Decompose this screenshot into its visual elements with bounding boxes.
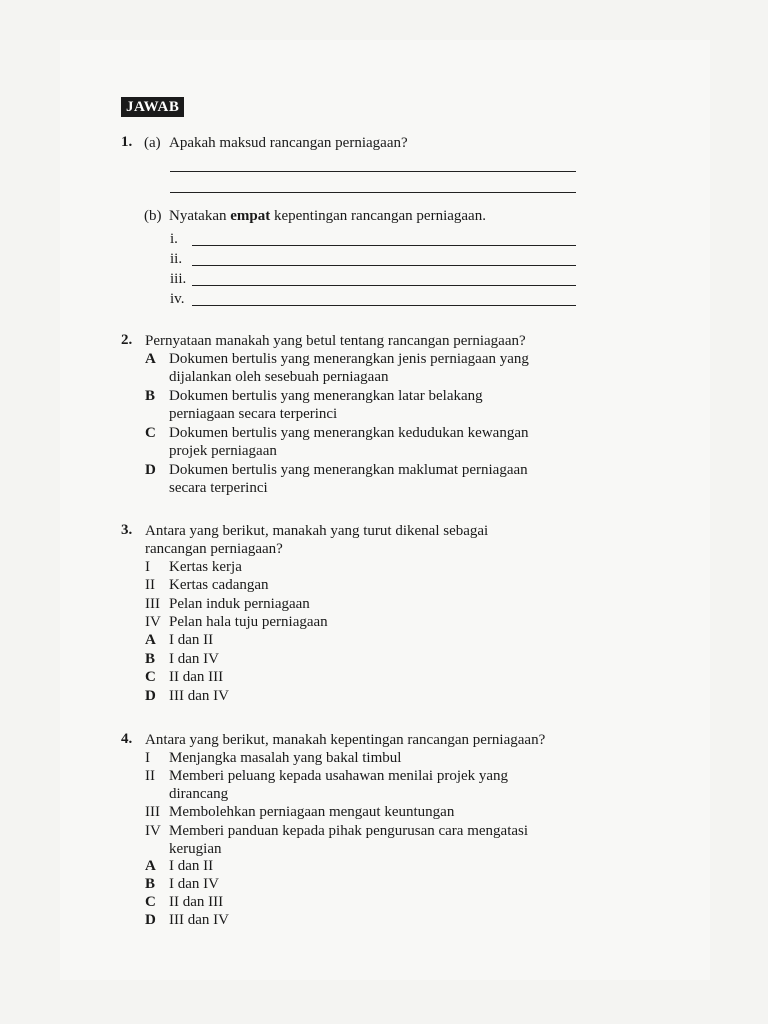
q1b-item-1-label: i.	[170, 231, 178, 247]
q2-option-c[interactable]: C Dokumen bertulis yang menerangkan kedudukan kewangan	[145, 425, 529, 441]
q2-option-c-line2: projek perniagaan	[169, 443, 277, 459]
q1b-item-3-label: iii.	[170, 271, 187, 287]
q3-text-line1: Antara yang berikut, manakah yang turut dikenal sebagai	[145, 523, 489, 539]
q3-statement-1: I Kertas kerja	[145, 559, 242, 575]
q3-statement-2: II Kertas cadangan	[145, 577, 269, 593]
q4-statement-3: III Membolehkan perniagaan mengaut keuntungan	[145, 804, 455, 820]
q3-number: 3.	[121, 522, 133, 538]
q2-option-b[interactable]: B Dokumen bertulis yang menerangkan latar belakang	[145, 388, 483, 404]
q4-statement-2-line2: dirancang	[169, 786, 229, 802]
q2-option-a[interactable]: A Dokumen bertulis yang menerangkan jenis perniagaan yang	[145, 351, 529, 367]
q1a-answer-line-2[interactable]	[170, 192, 576, 193]
q1a-text: Apakah maksud rancangan perniagaan?	[169, 135, 408, 151]
q4-number: 4.	[121, 731, 133, 747]
q3-statement-4: IV Pelan hala tuju perniagaan	[145, 614, 328, 630]
q1b-text: Nyatakan empat kepentingan rancangan perniagaan.	[169, 208, 486, 224]
q2-option-d[interactable]: D Dokumen bertulis yang menerangkan maklumat perniagaan	[145, 462, 528, 478]
q4-text: Antara yang berikut, manakah kepentingan rancangan perniagaan?	[145, 732, 546, 748]
q3-option-a[interactable]: A I dan II	[145, 632, 214, 648]
q1b-answer-line-1[interactable]	[192, 245, 576, 246]
q4-statement-4: IV Memberi panduan kepada pihak pengurusan cara mengatasi	[145, 823, 529, 839]
q3-option-c[interactable]: C II dan III	[145, 669, 224, 685]
jawab-header: JAWAB	[121, 97, 184, 117]
q2-text: Pernyataan manakah yang betul tentang rancangan perniagaan?	[145, 333, 526, 349]
q1b-answer-line-4[interactable]	[192, 305, 576, 306]
q1b-item-4-label: iv.	[170, 291, 185, 307]
q2-option-b-line2: perniagaan secara terperinci	[169, 406, 338, 422]
q1-number: 1.	[121, 134, 133, 150]
q2-option-a-line2: dijalankan oleh sesebuah perniagaan	[169, 369, 389, 385]
q4-statement-1: I Menjangka masalah yang bakal timbul	[145, 750, 402, 766]
q3-option-b[interactable]: B I dan IV	[145, 651, 219, 667]
q3-statement-3: III Pelan induk perniagaan	[145, 596, 310, 612]
q4-statement-4-line2: kerugian	[169, 841, 222, 857]
q2-number: 2.	[121, 332, 133, 348]
q2-option-d-line2: secara terperinci	[169, 480, 268, 496]
q4-option-b[interactable]: B I dan IV	[145, 876, 219, 892]
q1a-label: (a)	[144, 135, 161, 151]
q1b-label: (b)	[144, 208, 162, 224]
q1b-item-2-label: ii.	[170, 251, 183, 267]
q1b-answer-line-2[interactable]	[192, 265, 576, 266]
q4-option-c[interactable]: C II dan III	[145, 894, 224, 910]
q3-option-d[interactable]: D III dan IV	[145, 688, 229, 704]
q1b-answer-line-3[interactable]	[192, 285, 576, 286]
q4-statement-2: II Memberi peluang kepada usahawan menilai projek yang	[145, 768, 509, 784]
q1a-answer-line-1[interactable]	[170, 171, 576, 172]
q4-option-a[interactable]: A I dan II	[145, 858, 214, 874]
q4-option-d[interactable]: D III dan IV	[145, 912, 229, 928]
q3-text-line2: rancangan perniagaan?	[145, 541, 283, 557]
